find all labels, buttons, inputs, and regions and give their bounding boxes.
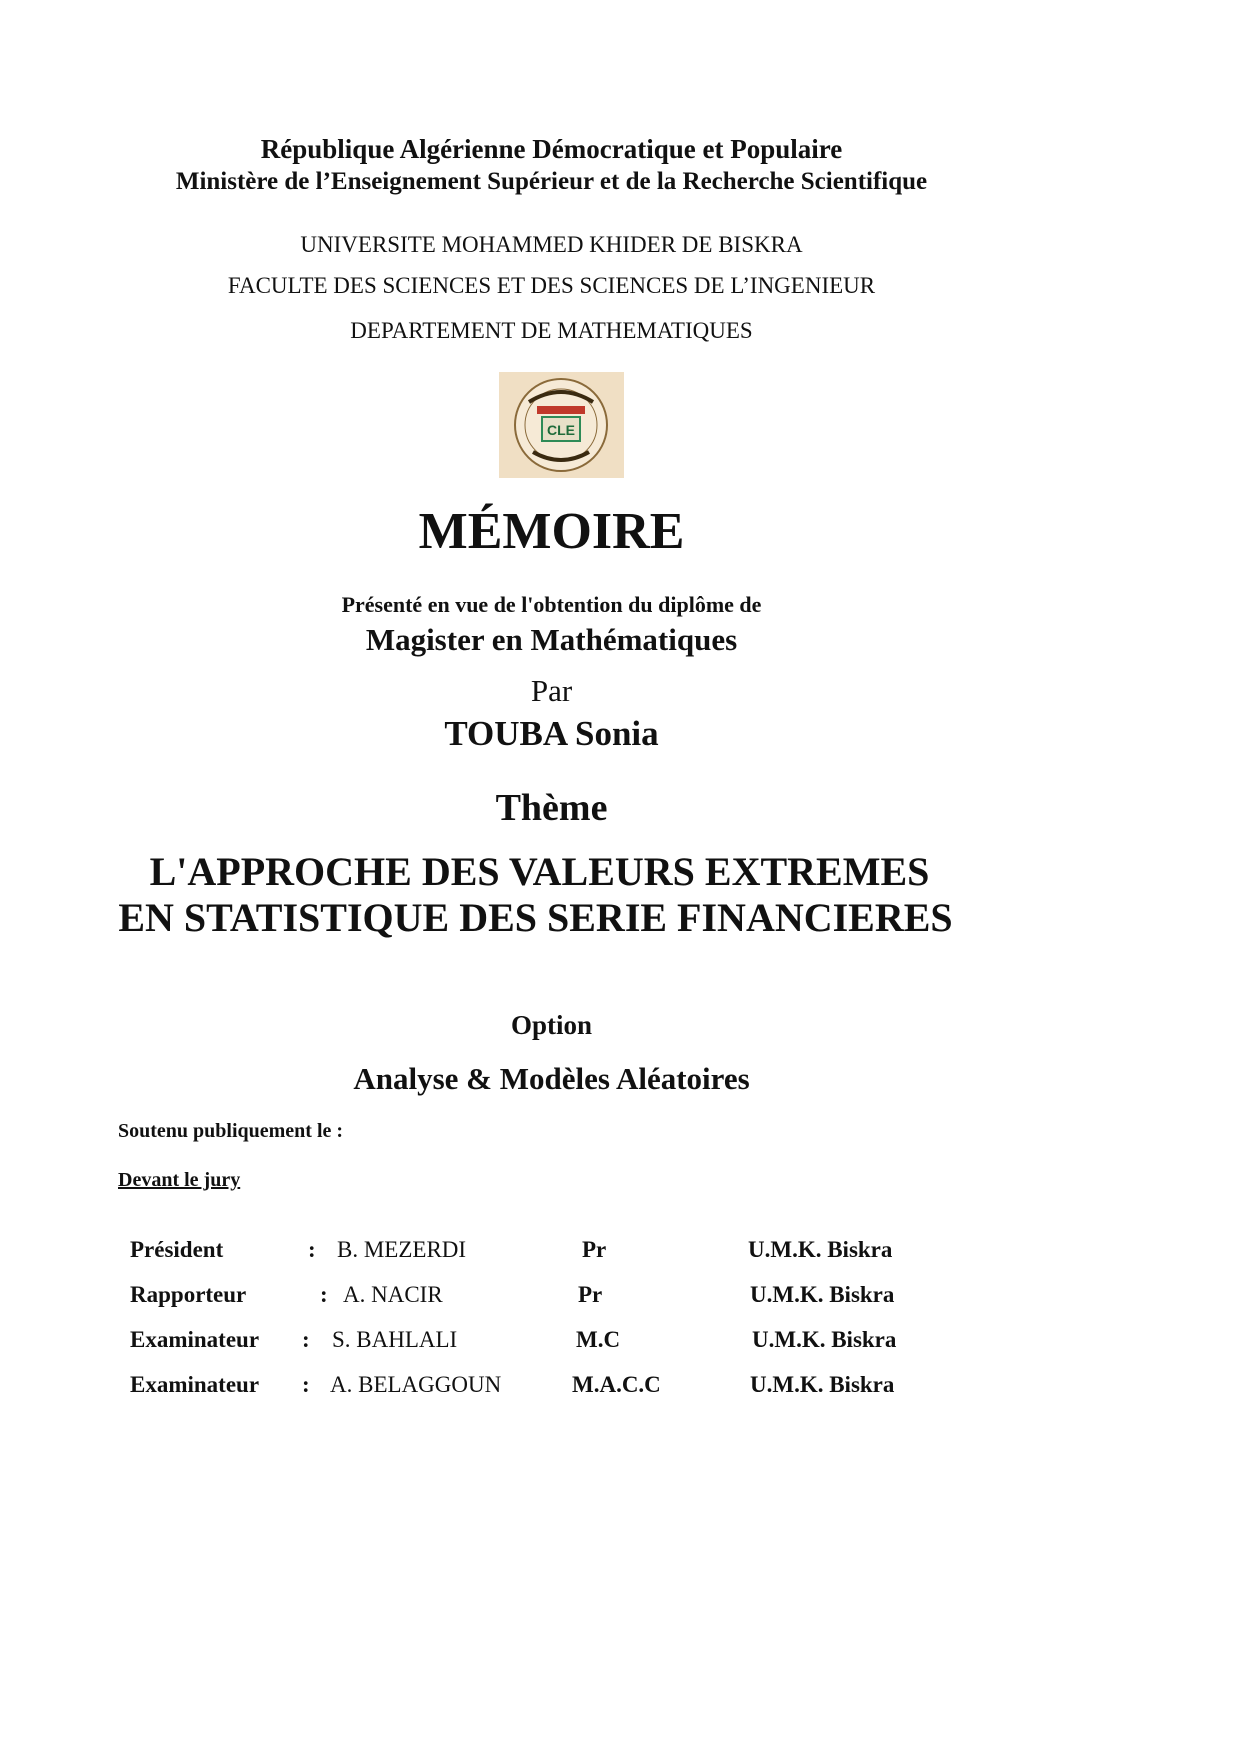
thesis-title-line-1: L'APPROCHE DES VALEURS EXTREMES [149, 849, 930, 894]
jury-grade: Pr [582, 1237, 607, 1262]
presented-for: Présenté en vue de l'obtention du diplôme de [341, 592, 762, 617]
jury-member-name: A. NACIR [343, 1282, 443, 1307]
ministry-title: Ministère de l’Enseignement Supérieur et de la Recherche Scientifique [175, 168, 928, 195]
jury-row [0, 1372, 1103, 1402]
jury-institution: U.M.K. Biskra [750, 1282, 895, 1307]
jury-institution: U.M.K. Biskra [748, 1237, 893, 1262]
republic-title: République Algérienne Démocratique et Populaire [260, 134, 843, 164]
jury-row [0, 1237, 1103, 1267]
jury-separator: : [320, 1282, 328, 1307]
jury-role: Président [130, 1237, 224, 1262]
jury-grade: M.C [576, 1327, 621, 1352]
faculty-name: FACULTE DES SCIENCES ET DES SCIENCES DE L’INGENIEUR [227, 273, 876, 298]
university-logo [499, 372, 624, 478]
defense-date-label: Soutenu publiquement le : [118, 1120, 344, 1142]
jury-separator: : [308, 1237, 316, 1262]
department-name: DEPARTEMENT DE MATHEMATIQUES [350, 318, 753, 343]
jury-member-name: S. BAHLALI [332, 1327, 458, 1352]
university-seal-icon [499, 372, 624, 478]
logo-letters: CLE [547, 422, 575, 438]
jury-grade: M.A.C.C [572, 1372, 661, 1397]
jury-member-name: B. MEZERDI [337, 1237, 467, 1262]
jury-separator: : [302, 1327, 310, 1352]
jury-row [0, 1282, 1103, 1312]
option-label: Option [510, 1010, 593, 1040]
jury-institution: U.M.K. Biskra [752, 1327, 897, 1352]
author-name: TOUBA Sonia [444, 714, 659, 753]
jury-grade: Pr [578, 1282, 603, 1307]
jury-institution: U.M.K. Biskra [750, 1372, 895, 1397]
jury-row [0, 1327, 1103, 1357]
jury-separator: : [302, 1372, 310, 1397]
jury-role: Rapporteur [130, 1282, 247, 1307]
theme-label: Thème [495, 787, 608, 829]
jury-role: Examinateur [130, 1372, 260, 1397]
university-name: UNIVERSITE MOHAMMED KHIDER DE BISKRA [300, 232, 803, 257]
degree-name: Magister en Mathématiques [365, 622, 738, 657]
jury-role: Examinateur [130, 1327, 260, 1352]
jury-member-name: A. BELAGGOUN [330, 1372, 502, 1397]
by-label: Par [530, 673, 573, 708]
jury-heading: Devant le jury [118, 1169, 241, 1191]
thesis-title-line-2: EN STATISTIQUE DES SERIE FINANCIERES [118, 895, 953, 940]
option-value: Analyse & Modèles Aléatoires [353, 1061, 750, 1096]
document-type: MÉMOIRE [418, 503, 685, 560]
